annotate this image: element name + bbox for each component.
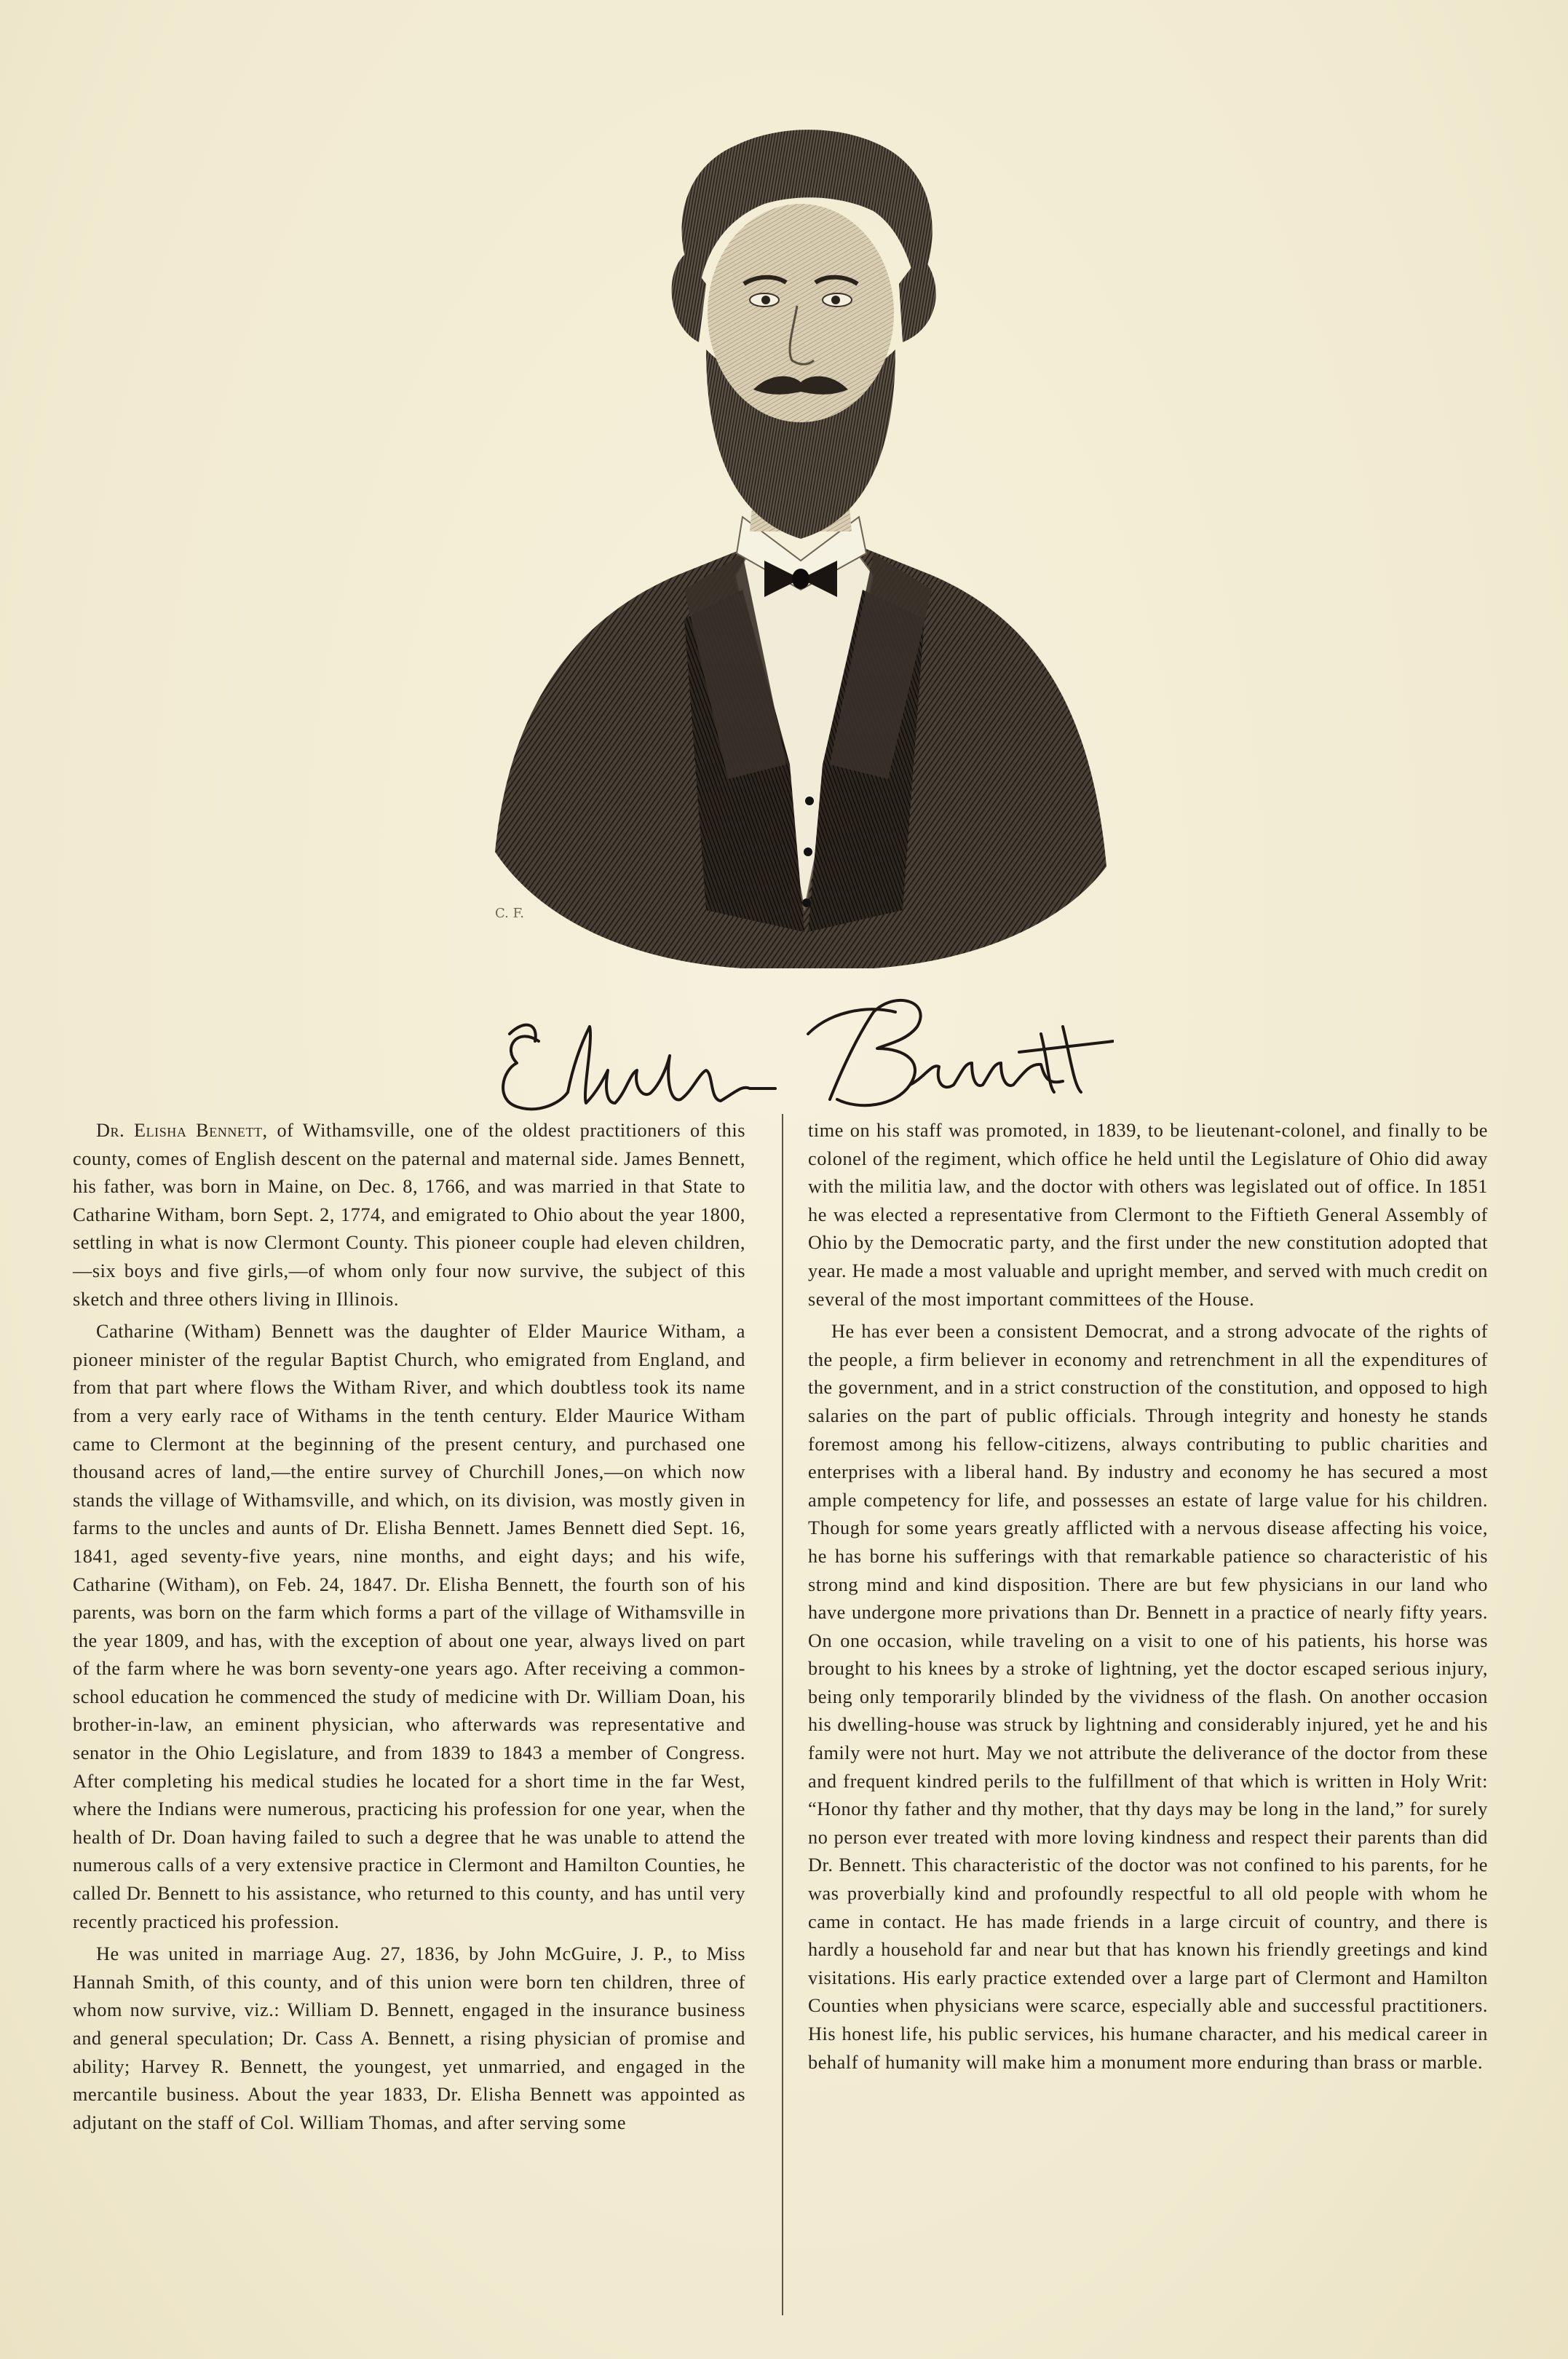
button (802, 898, 811, 907)
paragraph (73, 1117, 745, 1313)
paragraph-text: , of Withamsville, one of the oldest practitioners of this county, comes of English descent on the paternal and maternal side. James Bennett, his father, was born in Maine, on Dec. 8, 1766, and was married in that State to Catharine Witham, born Sept. 2, 1774, and emigrated to Ohio about the year 1800, settling in what is now Clermont County. This pioneer couple had eleven children,—six boys and five girls,—of whom only four now survive, the subject of this sketch and three others living in Illinois. (73, 1120, 746, 1310)
article-left-column (73, 1117, 745, 2141)
portrait-engraving (466, 109, 1136, 976)
left-pupil (761, 296, 770, 304)
button (804, 847, 812, 856)
article-right-column (808, 1117, 1488, 2081)
signature (488, 983, 1114, 1129)
column-divider (782, 1114, 783, 2315)
paragraph: time on his staff was promoted, in 1839, to be lieutenant-colonel, and finally to be colonel of the regiment, which office he held until the Legislature of Ohio did away with the militia law, and the doctor with others was legislated out of office. In 1851 he was elected a representative from Clermont to the Fiftieth General Assembly of Ohio by the Democratic party, and the first under the new constitution adopted that year. He made a most valuable and upright member, and served with much credit on several of the most important committees of the House. (808, 1120, 1488, 1310)
signature-text: Elisha Bennett (488, 983, 494, 984)
engraver-mark: C. F. (495, 906, 524, 921)
right-pupil (831, 296, 840, 304)
hair-right (899, 255, 936, 342)
button (805, 797, 814, 805)
lead-name: Dr. Elisha Bennett (96, 1120, 263, 1141)
bow-tie-knot (792, 569, 809, 589)
paragraph: He was united in marriage Aug. 27, 1836, by John McGuire, J. P., to Miss Hannah Smith, of this county, and of this union were born ten children, three of whom now survive, viz.: William D. Bennett, engaged in the insurance business and general speculation; Dr. Cass A. Bennett, a rising physician of promise and ability; Harvey R. Bennett, the youngest, yet unmarried, and engaged in the mercantile business. About the year 1833, Dr. Elisha Bennett was appointed as adjutant on the staff of Col. William Thomas, and after serving some (73, 1943, 745, 2133)
paragraph: Catharine (Witham) Bennett was the daughter of Elder Maurice Witham, a pioneer minister of the regular Baptist Church, who emigrated from England, and from that part where flows the Witham River, and which doubtless took its name from a very early race of Withams in the tenth century. Elder Maurice Witham came to Clermont at the beginning of the present century, and purchased one thousand acres of land,—the entire survey of Churchill Jones,—on which now stands the village of Withamsville, and which, on its division, was mostly given in farms to the uncles and aunts of Dr. Elisha Bennett. James Bennett died Sept. 16, 1841, aged seventy-five years, nine months, and eight days; and his wife, Catharine (Witham), on Feb. 24, 1847. Dr. Elisha Bennett, the fourth son of his parents, was born on the farm which forms a part of the village of Withamsville in the year 1809, and has, with the exception of about one year, always lived on part of the farm where he was born seventy-one years ago. After receiving a common-school education he commenced the study of medicine with Dr. William Doan, his brother-in-law, an eminent physician, who afterwards was representative and senator in the Ohio Legislature, and from 1839 to 1843 a member of Congress. After completing his medical studies he located for a short time in the far West, where the Indians were numerous, practicing his profession for one year, when the health of Dr. Doan having failed to such a degree that he was unable to attend the numerous calls of a very extensive practice in Clermont and Hamilton Counties, he called Dr. Bennett to his assistance, who returned to this county, and has until very recently practiced his profession. (73, 1321, 745, 1932)
paragraph: He has ever been a consistent Democrat, and a strong advocate of the rights of the people, a firm believer in economy and retrenchment in all the expenditures of the government, and in a strict construction of the constitution, and opposed to high salaries on the part of public officials. Through integrity and honesty he stands foremost among his fellow-citizens, always contributing to public charities and enterprises with a liberal hand. By industry and economy he has secured a most ample competency for life, and possesses an estate of large value for his children. Though for some years greatly afflicted with a nervous disease affecting his voice, he has borne his sufferings with that remarkable patience so characteristic of his strong mind and kind disposition. There are but few physicians in our land who have undergone more privations than Dr. Bennett in a practice of nearly fifty years. On one occasion, while traveling on a visit to one of his patients, his horse was brought to his knees by a stroke of lightning, yet the doctor escaped serious injury, being only temporarily blinded by the vividness of the flash. On another occasion his dwelling-house was struck by lightning and considerably injured, yet he and his family were not hurt. May we not attribute the deliverance of the doctor from these and frequent kindred perils to the fulfillment of that which is written in Holy Writ: “Honor thy father and thy mother, that thy days may be long in the land,” for surely no person ever treated with more loving kindness and respect their parents than did Dr. Bennett. This characteristic of the doctor was not confined to his parents, for he was proverbially kind and profoundly respectful to all old people with whom he came in contact. He has made friends in a large circuit of country, and there is hardly a household far and near but that has known his friendly greetings and kind visitations. His early practice extended over a large part of Clermont and Hamilton Counties when physicians were scarce, especially able and successful practitioners. His honest life, his public services, his humane character, and his medical career in behalf of humanity will make him a monument more enduring than brass or marble. (808, 1321, 1488, 2073)
